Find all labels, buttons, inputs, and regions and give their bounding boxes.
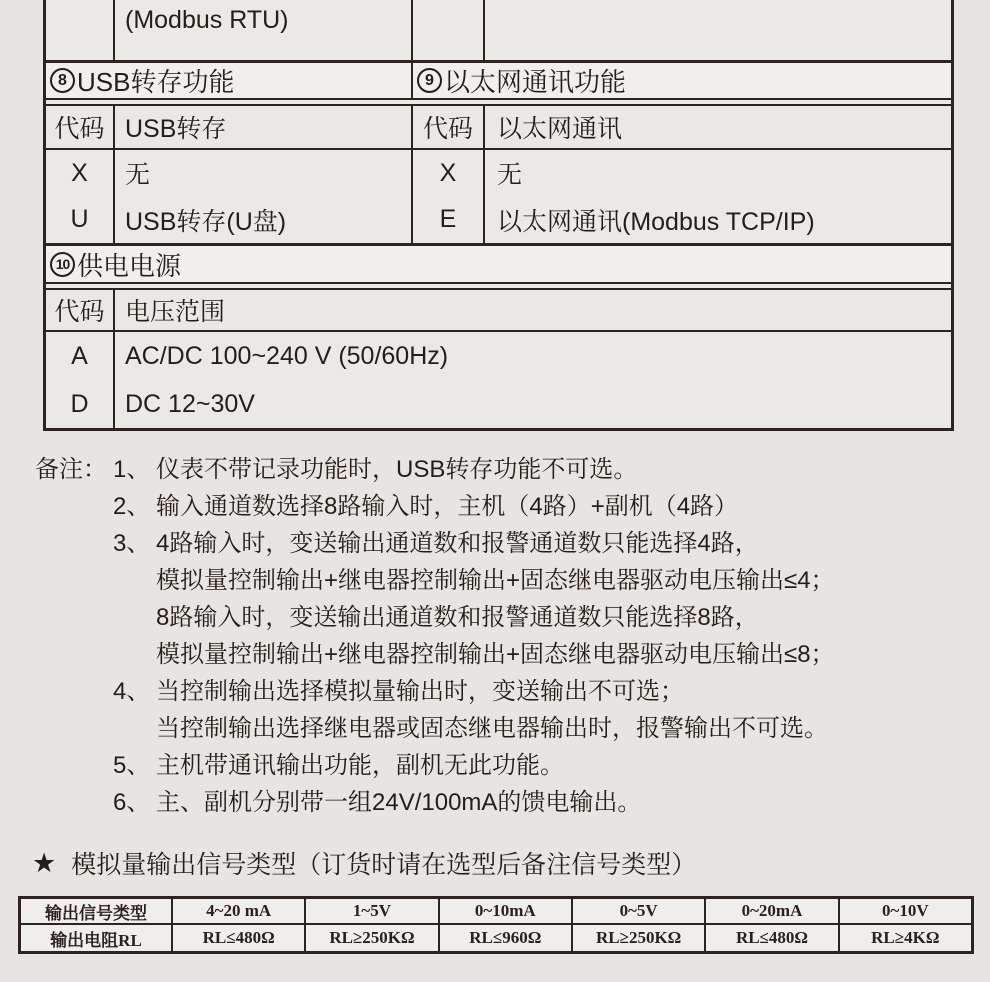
note-text: 输入通道数选择8路输入时，主机（4路）+副机（4路）	[156, 493, 739, 520]
power-desc-cell	[115, 332, 951, 428]
section-header-usb	[46, 63, 413, 98]
note-text: 当控制输出选择继电器或固态继电器输出时，报警输出不可选。	[156, 715, 828, 742]
analog-signal-heading	[32, 845, 696, 881]
note-line	[35, 744, 975, 781]
section-header-power	[46, 246, 951, 282]
usb-code-u: U	[70, 205, 89, 234]
eth-code-cell	[413, 150, 485, 243]
power-code-cell	[46, 332, 115, 428]
signal-type-cell: 0~10mA	[440, 899, 573, 923]
eth-code-e: E	[439, 205, 457, 234]
usb-code-cell	[46, 150, 115, 243]
power-desc-header: 电压范围	[125, 298, 226, 326]
note-text: 模拟量控制输出+继电器控制输出+固态继电器驱动电压输出≤8；	[156, 641, 835, 668]
note-line	[35, 448, 975, 485]
resistance-cell: RL≤960Ω	[440, 925, 573, 951]
note-text: 4路输入时，变送输出通道数和报警通道数只能选择4路，	[156, 530, 759, 557]
note-text: 仪表不带记录功能时，USB转存功能不可选。	[156, 456, 638, 483]
options-row-10	[46, 332, 951, 428]
note-text: 主机带通讯输出功能，副机无此功能。	[156, 752, 564, 779]
analog-signal-heading-text: 模拟量输出信号类型（订货时请在选型后备注信号类型）	[71, 851, 697, 879]
notes-label: 备注：	[35, 456, 107, 483]
notes-block	[35, 448, 975, 818]
signal-type-cell: 0~20mA	[706, 899, 839, 923]
partial-code-cell-right	[413, 0, 485, 60]
usb-desc-cell	[115, 150, 413, 243]
usb-desc-none: 无	[125, 161, 151, 190]
note-line	[35, 707, 975, 744]
eth-desc-cell	[485, 150, 951, 243]
usb-code-x: X	[71, 158, 88, 187]
power-code-d: D	[70, 389, 89, 418]
section-title-usb: USB转存功能	[77, 67, 235, 97]
resistance-cell: RL≤480Ω	[706, 925, 839, 951]
partial-desc-cell-right	[485, 0, 951, 60]
note-number: 3、	[113, 530, 151, 557]
eth-desc-tcpip: 以太网通讯(Modbus TCP/IP)	[497, 207, 815, 236]
section-header-ethernet	[413, 63, 951, 98]
note-number: 6、	[113, 789, 151, 816]
note-number: 5、	[113, 752, 151, 779]
signal-table-header-row	[21, 899, 971, 925]
resistance-cell: RL≥250KΩ	[573, 925, 706, 951]
usb-code-header: 代码	[46, 106, 115, 148]
power-desc-dc: DC 12~30V	[125, 389, 255, 418]
note-line	[35, 670, 975, 707]
section-title-power: 供电电源	[77, 250, 182, 281]
circled-8-icon: 8	[50, 68, 75, 93]
note-line	[35, 522, 975, 559]
note-text: 当控制输出选择模拟量输出时，变送输出不可选；	[156, 678, 684, 705]
note-text: 主、副机分别带一组24V/100mA的馈电输出。	[156, 789, 642, 816]
usb-desc-header: USB转存	[115, 106, 413, 148]
power-code-a: A	[71, 341, 88, 370]
eth-code-x: X	[439, 158, 457, 187]
eth-desc-none: 无	[497, 161, 523, 190]
section-header-row-8-9	[46, 63, 951, 100]
resistance-cell: RL≤480Ω	[173, 925, 306, 951]
partial-desc-cell: (Modbus RTU)	[115, 0, 413, 60]
partial-code-cell	[46, 0, 115, 60]
options-row-8-9	[46, 150, 951, 246]
section-header-row-10	[46, 246, 951, 284]
resistance-cell: RL≥250KΩ	[306, 925, 439, 951]
resistance-header: 输出电阻RL	[21, 925, 173, 951]
eth-code-header: 代码	[413, 106, 485, 148]
star-icon: ★	[32, 847, 57, 878]
column-header-row-8-9	[46, 106, 951, 150]
note-text: 8路输入时，变送输出通道数和报警通道数只能选择8路，	[156, 604, 759, 631]
power-desc-ac: AC/DC 100~240 V (50/60Hz)	[125, 341, 449, 370]
signal-type-cell: 1~5V	[306, 899, 439, 923]
signal-table-resistance-row	[21, 925, 971, 951]
circled-9-icon: 9	[417, 68, 442, 93]
signal-type-cell: 4~20 mA	[173, 899, 306, 923]
table-row-partial	[46, 0, 951, 63]
note-text: 模拟量控制输出+继电器控制输出+固态继电器驱动电压输出≤4；	[156, 567, 835, 594]
eth-desc-header: 以太网通讯	[497, 115, 623, 143]
spec-table	[43, 0, 954, 431]
usb-desc-udisk: USB转存(U盘)	[125, 207, 287, 236]
note-number: 1、	[113, 456, 151, 483]
power-code-header: 代码	[46, 290, 115, 330]
note-line	[35, 596, 975, 633]
note-line	[35, 559, 975, 596]
note-line	[35, 633, 975, 670]
signal-type-cell: 0~5V	[573, 899, 706, 923]
note-number: 4、	[113, 678, 151, 705]
signal-table	[18, 896, 974, 954]
note-line	[35, 781, 975, 818]
circled-10-icon: 10	[50, 252, 75, 277]
section-title-ethernet: 以太网通讯功能	[444, 67, 627, 97]
resistance-cell: RL≥4KΩ	[871, 928, 940, 947]
note-line	[35, 485, 975, 522]
signal-type-header: 输出信号类型	[21, 899, 173, 923]
note-number: 2、	[113, 493, 151, 520]
signal-type-cell: 0~10V	[881, 901, 929, 920]
column-header-row-10	[46, 290, 951, 332]
